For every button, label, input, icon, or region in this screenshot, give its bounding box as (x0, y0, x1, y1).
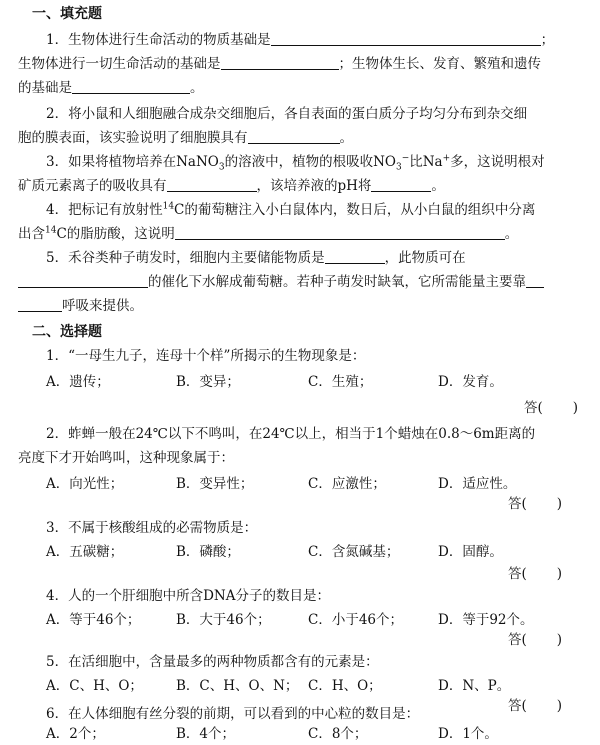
text: 的催化下水解成葡萄糖。若种子萌发时缺氧，它所需能量主要靠 (148, 274, 526, 290)
text: 。 (504, 226, 519, 242)
option-d[interactable]: D．适应性。 (438, 476, 517, 492)
choice-question-5-stem: 5．在活细胞中，含量最多的两种物质都含有的元素是： (46, 654, 379, 670)
option-a[interactable]: A．2个； (46, 726, 105, 742)
answer-label-close: ) (572, 400, 579, 416)
subscript: 3 (395, 162, 402, 173)
fill-question-5-line-1 (46, 248, 586, 268)
superscript: 14 (162, 201, 175, 212)
text: 呼吸来提供。 (62, 298, 143, 314)
answer-label-close: ) (556, 566, 563, 582)
option-a[interactable]: A．等于46个； (46, 612, 141, 628)
answer-label: 答( (524, 400, 543, 416)
fill-question-5-line-2 (18, 272, 586, 292)
option-d[interactable]: D．等于92个。 (438, 612, 534, 628)
choice-question-6-options (46, 724, 586, 744)
option-c[interactable]: C．小于46个； (308, 612, 404, 628)
answer-blank[interactable] (18, 297, 62, 312)
fill-question-3-line-2 (18, 176, 586, 196)
answer-blank[interactable] (221, 55, 339, 70)
option-b[interactable]: B．变异性； (176, 476, 254, 492)
text: ，此物质可在 (384, 250, 466, 266)
answer-blank[interactable] (167, 177, 257, 192)
fill-question-1-line-2 (18, 54, 586, 74)
option-b[interactable]: B．大于46个； (176, 612, 271, 628)
fill-question-4-line-2 (18, 224, 586, 244)
text: 出含 (18, 226, 45, 242)
text: 5．禾谷类种子萌发时，细胞内主要储能物质是 (46, 250, 325, 266)
option-c[interactable]: C．含氮碱基； (308, 544, 400, 560)
text: 多，这说明根对 (450, 154, 545, 170)
fill-question-2-line-2 (18, 128, 586, 148)
option-b[interactable]: B．磷酸； (176, 544, 240, 560)
section-title-choice: 二、选择题 (32, 324, 102, 340)
superscript: − (401, 153, 410, 164)
fill-question-1-line-1 (46, 30, 586, 50)
text: 生物体进行一切生命活动的基础是 (18, 56, 221, 72)
text: C的葡萄糖注入小白鼠体内，数日后，从小白鼠的组织中分离 (174, 202, 536, 218)
fill-question-3-line-1 (46, 152, 586, 172)
text: 的基础是 (18, 80, 72, 96)
answer-slot-2[interactable] (508, 494, 562, 514)
choice-question-2-stem: 2．蚱蝉一般在24℃以下不鸣叫，在24℃以上，相当于1个蜡烛在0.8～6m距离的 (46, 426, 536, 442)
answer-label: 答( (508, 632, 527, 648)
choice-question-1-options (46, 372, 586, 392)
answer-blank[interactable] (325, 249, 385, 264)
option-c[interactable]: C．应激性； (308, 476, 386, 492)
option-d[interactable]: D．N、P。 (438, 678, 511, 694)
fill-question-2-line-1: 2．将小鼠和人细胞融合成杂交细胞后，各自表面的蛋白质分子均匀分布到杂交细 (46, 106, 528, 122)
superscript: 14 (45, 225, 57, 236)
answer-blank[interactable] (371, 177, 431, 192)
text: 的溶液中，植物的根吸收NO (224, 154, 396, 170)
subscript: 3 (218, 162, 225, 173)
text: ； (540, 32, 555, 48)
answer-label: 答( (508, 496, 527, 512)
option-b[interactable]: B．C、H、O、N； (176, 678, 299, 694)
choice-question-6-stem: 6．在人体细胞有丝分裂的前期，可以看到的中心粒的数目是： (46, 706, 420, 722)
section-title-fill: 一、填充题 (32, 6, 102, 22)
answer-slot-4[interactable] (508, 630, 562, 650)
option-a[interactable]: A．向光性； (46, 476, 124, 492)
choice-question-3-options (46, 542, 586, 562)
choice-question-2-stem-cont: 亮度下才开始鸣叫，这种现象属于： (18, 450, 234, 466)
answer-blank[interactable] (72, 79, 190, 94)
text: 4．把标记有放射性 (46, 202, 163, 218)
choice-question-4-options (46, 610, 586, 630)
answer-slot-1[interactable] (524, 398, 578, 418)
text: 3．如果将植物培养在NaNO (46, 154, 219, 170)
text: 。 (431, 178, 445, 194)
answer-blank[interactable] (18, 273, 148, 288)
option-a[interactable]: A．遗传； (46, 374, 110, 390)
answer-blank[interactable] (248, 129, 340, 144)
fill-question-4-line-1 (46, 200, 586, 220)
choice-question-5-options (46, 676, 586, 696)
text: 。 (339, 130, 353, 146)
text: 胞的膜表面，该实验说明了细胞膜具有 (18, 130, 248, 146)
answer-label-close: ) (556, 698, 563, 714)
answer-label: 答( (508, 566, 527, 582)
text: 比Na (409, 154, 443, 170)
option-a[interactable]: A．C、H、O； (46, 678, 143, 694)
text: ，该培养液的pH将 (256, 178, 372, 194)
answer-blank[interactable] (175, 225, 505, 240)
fill-question-1-line-3 (18, 78, 586, 98)
option-b[interactable]: B．4个； (176, 726, 236, 742)
option-d[interactable]: D．1个。 (438, 726, 498, 742)
answer-blank[interactable] (271, 31, 541, 46)
choice-question-3-stem: 3．不属于核酸组成的必需物质是： (46, 520, 258, 536)
superscript: + (442, 153, 451, 164)
option-b[interactable]: B．变异； (176, 374, 240, 390)
choice-question-2-options (46, 474, 586, 494)
text: 。 (190, 80, 204, 96)
answer-slot-3[interactable] (508, 564, 562, 584)
text: ；生物体生长、发育、繁殖和遗传 (338, 56, 541, 72)
option-c[interactable]: C．H、O； (308, 678, 382, 694)
choice-question-4-stem: 4．人的一个肝细胞中所含DNA分子的数目是： (46, 588, 330, 604)
choice-question-1-stem: 1．“一母生九子，连母十个样”所揭示的生物现象是： (46, 348, 366, 364)
text: 1．生物体进行生命活动的物质基础是 (46, 32, 271, 48)
answer-label: 答( (508, 698, 527, 714)
answer-label-close: ) (556, 632, 563, 648)
option-d[interactable]: D．发育。 (438, 374, 503, 390)
fill-question-5-line-3 (18, 296, 586, 316)
option-d[interactable]: D．固醇。 (438, 544, 503, 560)
answer-blank[interactable] (526, 273, 544, 288)
text: 矿质元素离子的吸收具有 (18, 178, 167, 194)
option-c[interactable]: C．8个； (308, 726, 368, 742)
answer-label-close: ) (556, 496, 563, 512)
text: C的脂肪酸，这说明 (56, 226, 175, 242)
option-c[interactable]: C．生殖； (308, 374, 373, 390)
option-a[interactable]: A．五碳糖； (46, 544, 124, 560)
